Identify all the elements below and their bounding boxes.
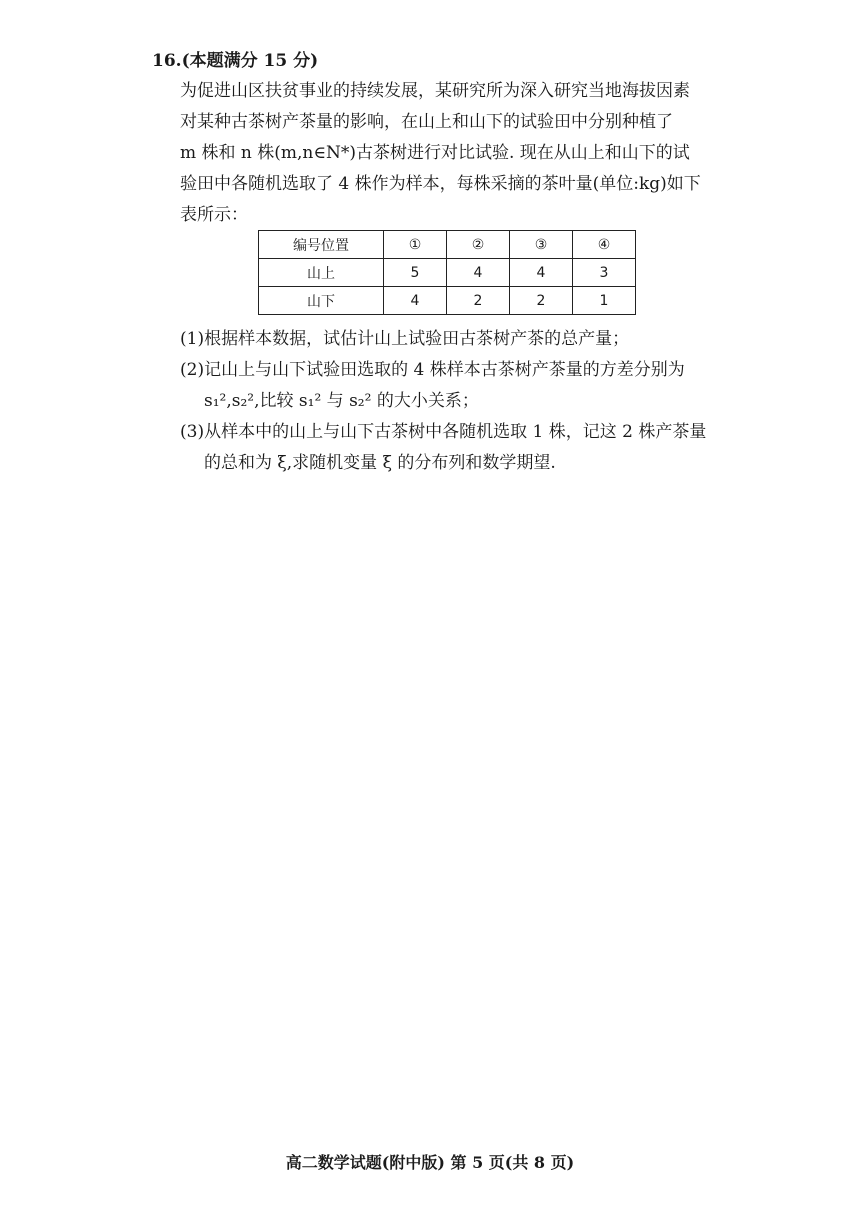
table-cell: 1 bbox=[573, 287, 636, 315]
intro-line: 验田中各随机选取了 4 株作为样本，每株采摘的茶叶量(单位:kg)如下 bbox=[180, 174, 701, 194]
table-cell: 3 bbox=[573, 259, 636, 287]
table-header-cell: ① bbox=[384, 231, 447, 259]
question-part-1 bbox=[180, 324, 740, 355]
question-part-2 bbox=[180, 355, 740, 417]
table-row bbox=[259, 287, 636, 315]
table-header-cell: ③ bbox=[510, 231, 573, 259]
table-header-cell: ② bbox=[447, 231, 510, 259]
part-line: (1)根据样本数据，试估计山上试验田古茶树产茶的总产量； bbox=[180, 329, 630, 349]
table-row-label: 山下 bbox=[259, 287, 384, 315]
question-title: 16.(本题满分 15 分) bbox=[152, 51, 319, 71]
table-header-cell: ④ bbox=[573, 231, 636, 259]
table-cell: 4 bbox=[510, 259, 573, 287]
table-cell: 4 bbox=[384, 287, 447, 315]
part-line: (3)从样本中的山上与山下古茶树中各随机选取 1 株，记这 2 株产茶量 bbox=[180, 422, 707, 442]
table-cell: 2 bbox=[510, 287, 573, 315]
question-part-3 bbox=[180, 417, 740, 479]
table-cell: 2 bbox=[447, 287, 510, 315]
table-row bbox=[259, 259, 636, 287]
part-line-continued: s₁²,s₂²,比较 s₁² 与 s₂² 的大小关系； bbox=[204, 391, 479, 411]
table-row-label: 山上 bbox=[259, 259, 384, 287]
table-cell: 5 bbox=[384, 259, 447, 287]
table-cell: 4 bbox=[447, 259, 510, 287]
intro-line: 为促进山区扶贫事业的持续发展，某研究所为深入研究当地海拔因素 bbox=[180, 81, 690, 101]
intro-line: m 株和 n 株(m,n∈N*)古茶树进行对比试验. 现在从山上和山下的试 bbox=[180, 143, 690, 163]
intro-line: 对某种古茶树产茶量的影响，在山上和山下的试验田中分别种植了 bbox=[180, 112, 673, 132]
intro-line: 表所示： bbox=[180, 205, 248, 225]
tea-yield-table bbox=[258, 230, 636, 315]
table-header-row bbox=[259, 231, 636, 259]
question-intro bbox=[180, 76, 720, 231]
page-footer: 高二数学试题(附中版) 第 5 页(共 8 页) bbox=[285, 1153, 575, 1172]
part-line-continued: 的总和为 ξ,求随机变量 ξ 的分布列和数学期望. bbox=[204, 453, 556, 473]
part-line: (2)记山上与山下试验田选取的 4 株样本古茶树产茶量的方差分别为 bbox=[180, 360, 685, 380]
table-header-cell: 编号位置 bbox=[259, 231, 384, 259]
question-parts bbox=[180, 324, 740, 479]
